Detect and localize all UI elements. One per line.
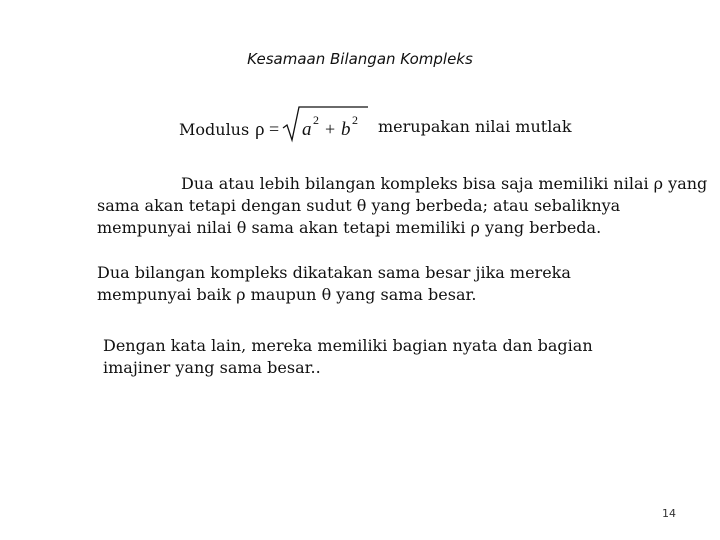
modulus-description: merupakan nilai mutlak (378, 117, 572, 136)
paragraph-1-line-2: sama akan tetapi dengan sudut θ yang berbeda; atau sebaliknya (97, 196, 621, 215)
formula-equals: = (269, 119, 280, 139)
formula-b-exponent: 2 (352, 113, 358, 127)
formula-a: a (302, 119, 312, 140)
paragraph-3-line-1: Dengan kata lain, mereka memiliki bagian nyata dan bagian (103, 336, 593, 355)
formula-a-exponent: 2 (313, 113, 319, 127)
paragraph-1-line-1: Dua atau lebih bilangan kompleks bisa saja memiliki nilai ρ yang (181, 174, 708, 193)
page-number: 14 (662, 507, 676, 520)
paragraph-2-line-1: Dua bilangan kompleks dikatakan sama besar jika mereka (97, 263, 571, 282)
paragraph-1-line-3: mempunyai nilai θ sama akan tetapi memiliki ρ yang berbeda. (97, 218, 602, 237)
formula-b: b (341, 119, 351, 140)
slide-title: Kesamaan Bilangan Kompleks (247, 50, 473, 68)
formula-plus: + (325, 119, 336, 139)
formula-rho: ρ (255, 119, 265, 140)
paragraph-2-line-2: mempunyai baik ρ maupun θ yang sama besar. (97, 285, 477, 304)
modulus-label: Modulus (179, 120, 250, 139)
modulus-formula (252, 104, 370, 144)
paragraph-3-line-2: imajiner yang sama besar.. (103, 358, 321, 377)
